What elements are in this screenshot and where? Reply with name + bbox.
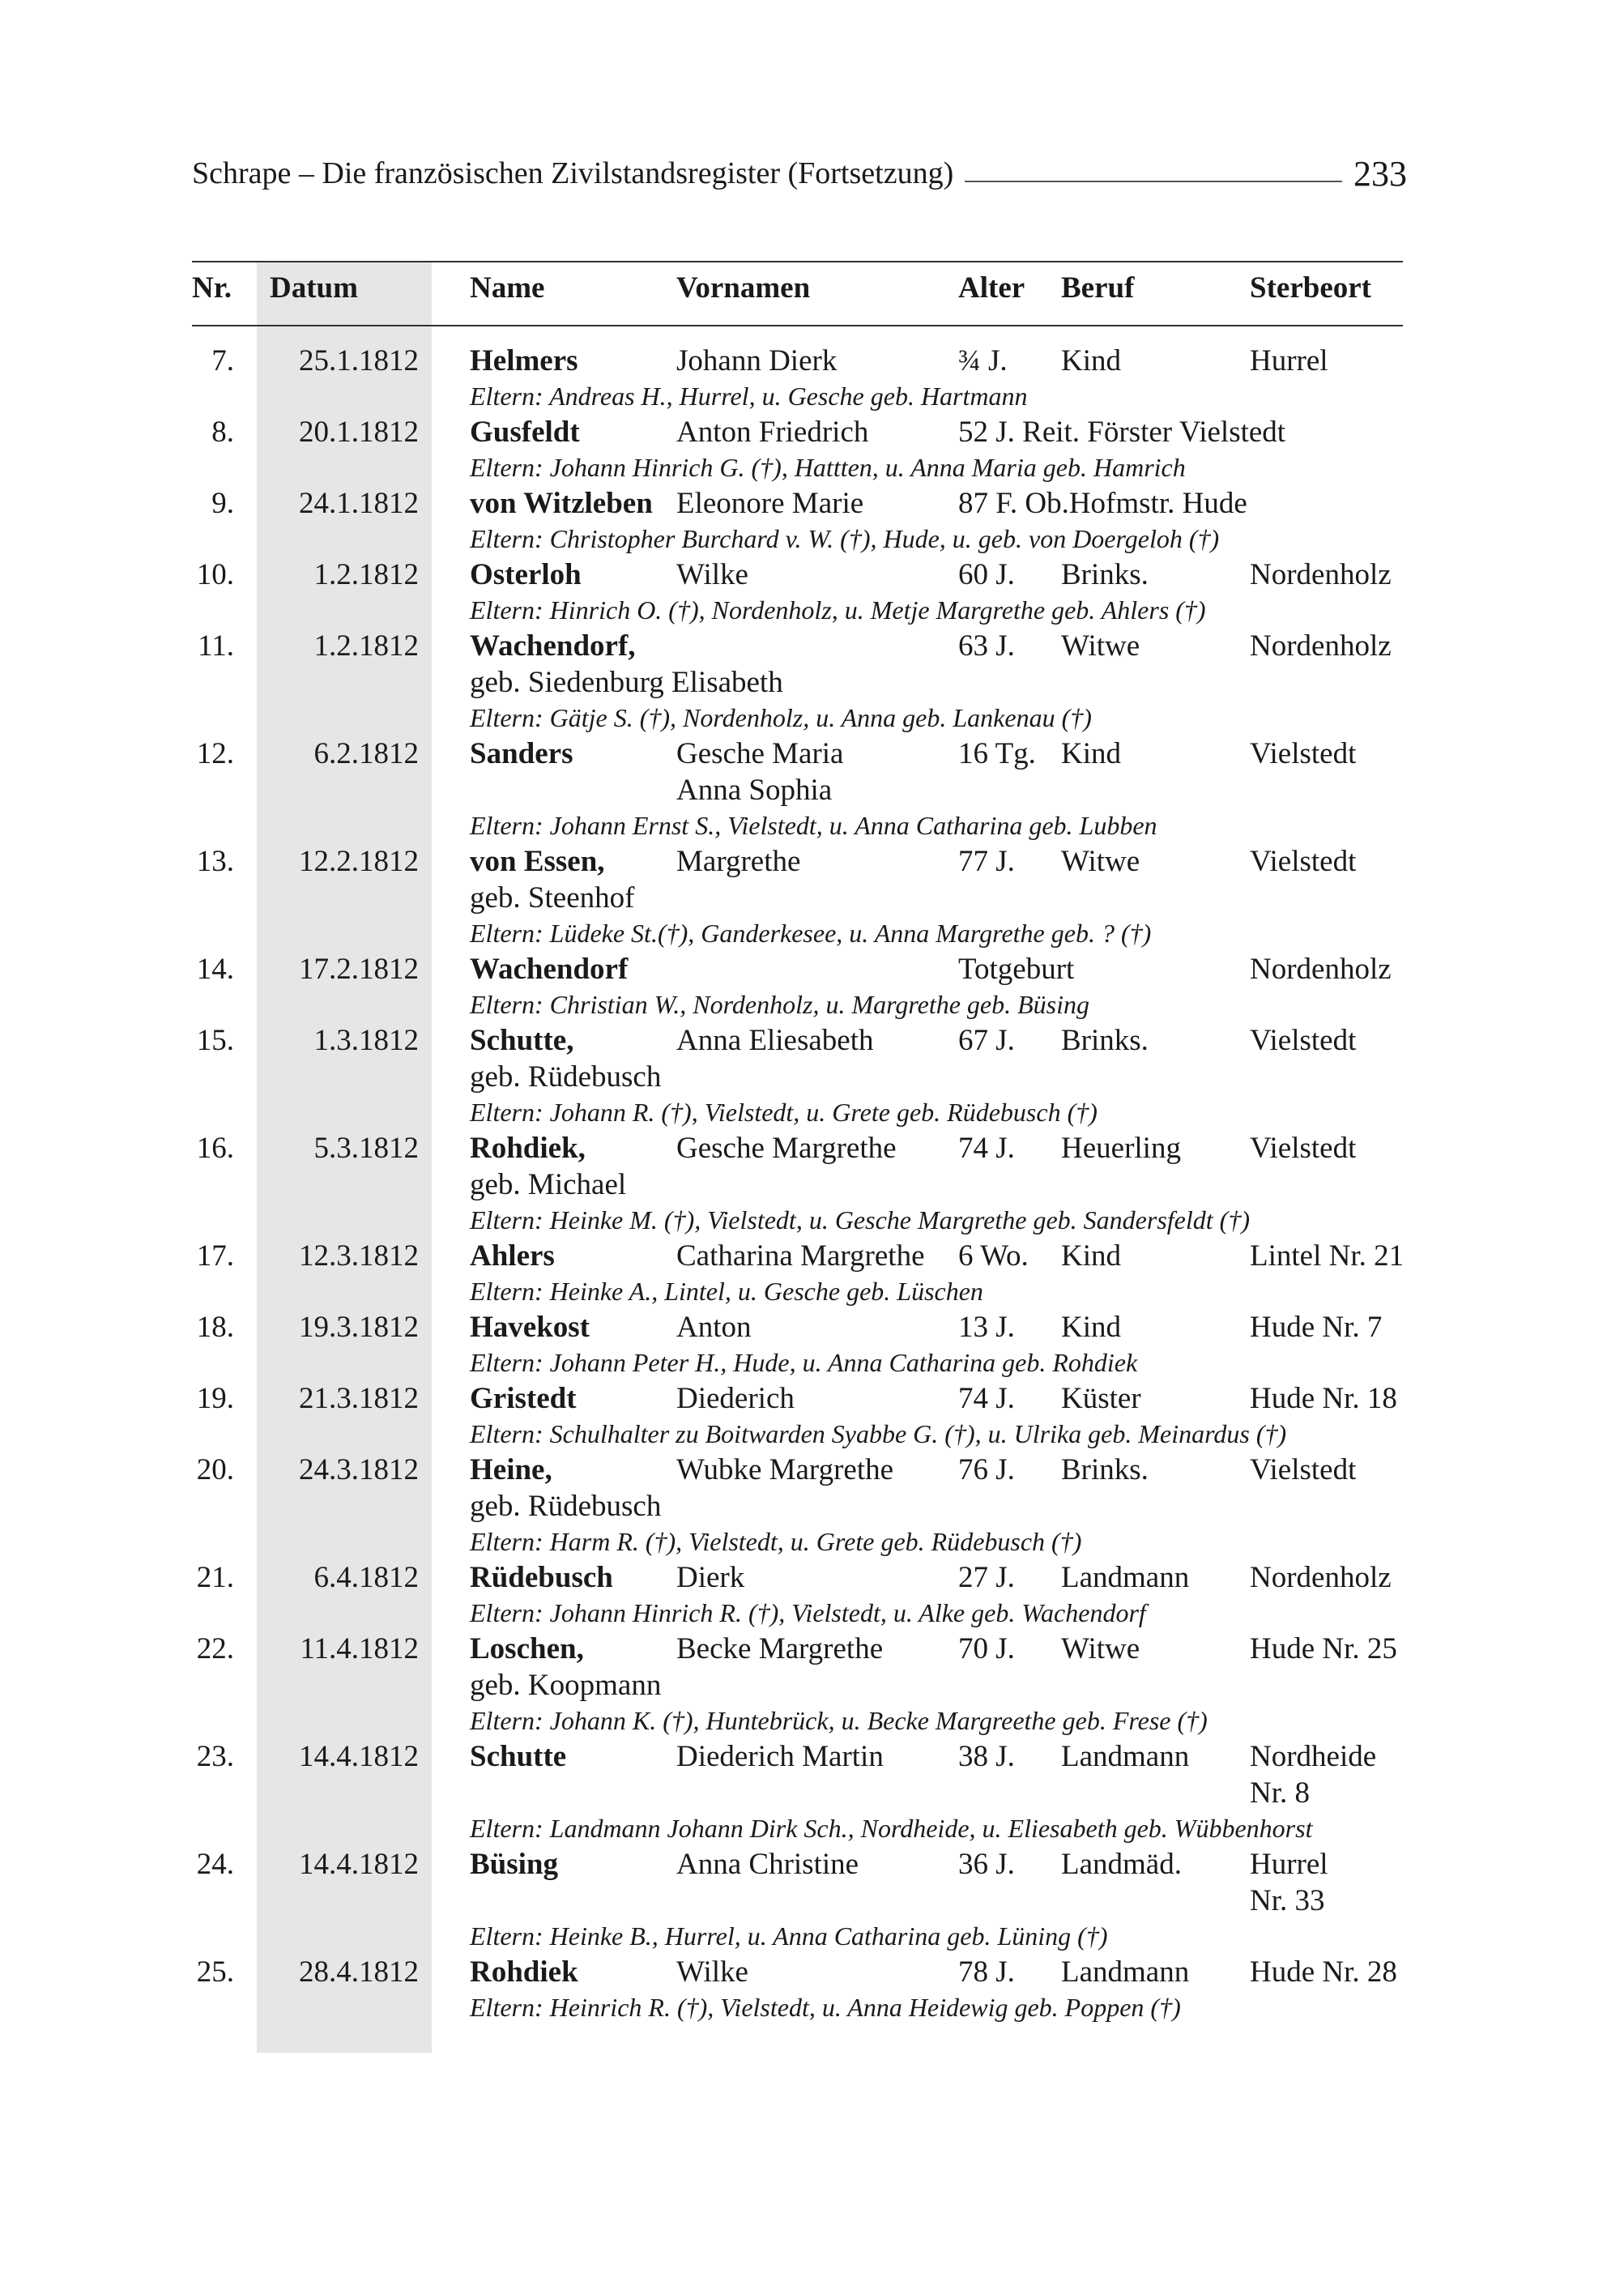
- row-alter: 60 J.: [958, 558, 1015, 591]
- row-number: 20.: [196, 1453, 234, 1486]
- col-header-beruf: Beruf: [1061, 271, 1135, 305]
- row-date: 17.2.1812: [299, 953, 419, 986]
- row-date: 11.4.1812: [300, 1632, 419, 1665]
- page-number: 233: [1353, 153, 1407, 194]
- row-beruf: Landmann: [1061, 1955, 1190, 1989]
- row-alter: 36 J.: [958, 1848, 1015, 1881]
- row-name: Loschen,: [470, 1632, 584, 1665]
- row-vornamen: Anton Friedrich: [676, 416, 869, 449]
- row-alter: 87 F. Ob.Hofmstr. Hude: [958, 487, 1247, 520]
- row-name: Rohdiek,: [470, 1132, 586, 1165]
- row-date: 1.2.1812: [313, 558, 419, 591]
- table-row: [0, 1631, 1624, 1738]
- row-vornamen: Diederich Martin: [676, 1740, 884, 1773]
- table-row: [0, 1130, 1624, 1238]
- row-number: 22.: [196, 1632, 234, 1665]
- row-eltern: Eltern: Heinke A., Lintel, u. Gesche geb. Lüschen: [470, 1277, 983, 1306]
- col-header-datum: Datum: [270, 271, 358, 305]
- row-vornamen: Wilke: [676, 1955, 748, 1989]
- row-date: 1.2.1812: [313, 629, 419, 663]
- col-header-sterbeort: Sterbeort: [1250, 271, 1371, 305]
- row-sterbeort-continued: Nr. 33: [1250, 1884, 1325, 1917]
- row-sterbeort: Vielstedt: [1250, 845, 1357, 878]
- row-alter: Totgeburt: [958, 953, 1075, 986]
- row-sterbeort: Hude Nr. 25: [1250, 1632, 1397, 1665]
- row-vornamen: Anton: [676, 1311, 752, 1344]
- table-row: [0, 1452, 1624, 1559]
- row-vornamen: Diederich: [676, 1382, 795, 1415]
- row-number: 21.: [196, 1561, 234, 1594]
- table-row: [0, 1238, 1624, 1309]
- row-sterbeort: Hude Nr. 28: [1250, 1955, 1397, 1989]
- row-name: Wachendorf,: [470, 629, 636, 663]
- row-alter: 67 J.: [958, 1024, 1015, 1057]
- row-eltern: Eltern: Johann R. (†), Vielstedt, u. Grete geb. Rüdebusch (†): [470, 1098, 1098, 1127]
- table-row: [0, 1846, 1624, 1954]
- row-name: Schutte,: [470, 1024, 574, 1057]
- row-number: 25.: [196, 1955, 234, 1989]
- row-beruf: Brinks.: [1061, 558, 1149, 591]
- row-date: 12.3.1812: [299, 1239, 419, 1273]
- row-beruf: Witwe: [1061, 1632, 1140, 1665]
- row-eltern: Eltern: Landmann Johann Dirk Sch., Nordheide, u. Eliesabeth geb. Wübbenhorst: [470, 1814, 1313, 1843]
- row-sterbeort: Vielstedt: [1250, 1024, 1357, 1057]
- row-name: Helmers: [470, 344, 578, 377]
- row-name-birthname: geb. Michael: [470, 1168, 627, 1201]
- row-beruf: Heuerling: [1061, 1132, 1181, 1165]
- row-eltern: Eltern: Johann Ernst S., Vielstedt, u. Anna Catharina geb. Lubben: [470, 811, 1157, 840]
- col-header-nr: Nr.: [192, 271, 232, 305]
- row-number: 11.: [198, 629, 234, 663]
- row-alter: 13 J.: [958, 1311, 1015, 1344]
- row-alter: 27 J.: [958, 1561, 1015, 1594]
- row-name: Sanders: [470, 737, 573, 770]
- row-name-birthname: geb. Rüdebusch: [470, 1490, 662, 1523]
- row-name: Schutte: [470, 1740, 567, 1773]
- table-row: [0, 343, 1624, 414]
- row-sterbeort: Vielstedt: [1250, 1453, 1357, 1486]
- row-beruf: Brinks.: [1061, 1453, 1149, 1486]
- row-date: 24.3.1812: [299, 1453, 419, 1486]
- row-sterbeort: Hurrel: [1250, 344, 1328, 377]
- col-header-name: Name: [470, 271, 545, 305]
- row-beruf: Kind: [1061, 344, 1121, 377]
- row-eltern: Eltern: Johann Hinrich R. (†), Vielstedt, u. Alke geb. Wachendorf: [470, 1598, 1146, 1627]
- row-eltern: Eltern: Andreas H., Hurrel, u. Gesche geb. Hartmann: [470, 382, 1028, 411]
- row-alter: 63 J.: [958, 629, 1015, 663]
- row-name: Osterloh: [470, 558, 582, 591]
- row-number: 7.: [211, 344, 234, 377]
- row-vornamen: Gesche Margrethe: [676, 1132, 897, 1165]
- row-eltern: Eltern: Heinke M. (†), Vielstedt, u. Gesche Margrethe geb. Sandersfeldt (†): [470, 1205, 1250, 1235]
- row-eltern: Eltern: Christian W., Nordenholz, u. Margrethe geb. Büsing: [470, 990, 1090, 1019]
- row-vornamen-continued: Anna Sophia: [676, 774, 833, 807]
- running-head-title: Schrape – Die französischen Zivilstandsregister (Fortsetzung): [192, 156, 954, 190]
- row-beruf: Kind: [1061, 1311, 1121, 1344]
- row-beruf: Witwe: [1061, 845, 1140, 878]
- row-date: 6.4.1812: [313, 1561, 419, 1594]
- row-sterbeort-continued: Nr. 8: [1250, 1776, 1310, 1810]
- row-name-birthname: geb. Rüdebusch: [470, 1060, 662, 1094]
- row-date: 12.2.1812: [299, 845, 419, 878]
- row-name: Rüdebusch: [470, 1561, 613, 1594]
- row-name: Ahlers: [470, 1239, 555, 1273]
- row-alter: 77 J.: [958, 845, 1015, 878]
- row-beruf: Landmann: [1061, 1740, 1190, 1773]
- row-sterbeort: Nordenholz: [1250, 558, 1392, 591]
- running-head: [192, 149, 1407, 198]
- row-beruf: Kind: [1061, 737, 1121, 770]
- row-sterbeort: Hude Nr. 7: [1250, 1311, 1383, 1344]
- table-row: [0, 1309, 1624, 1380]
- row-name: von Witzleben: [470, 487, 653, 520]
- row-eltern: Eltern: Hinrich O. (†), Nordenholz, u. Metje Margrethe geb. Ahlers (†): [470, 595, 1206, 625]
- row-name: Wachendorf: [470, 953, 629, 986]
- table-row: [0, 1559, 1624, 1631]
- row-number: 9.: [211, 487, 234, 520]
- row-name-birthname: geb. Steenhof: [470, 881, 635, 915]
- row-vornamen: Gesche Maria: [676, 737, 844, 770]
- row-vornamen: Dierk: [676, 1561, 745, 1594]
- row-date: 6.2.1812: [313, 737, 419, 770]
- row-date: 25.1.1812: [299, 344, 419, 377]
- table-row: [0, 736, 1624, 843]
- table-row: [0, 843, 1624, 951]
- row-name: von Essen,: [470, 845, 605, 878]
- row-name: Rohdiek: [470, 1955, 578, 1989]
- row-alter: 74 J.: [958, 1382, 1015, 1415]
- table-top-rule: [192, 261, 1403, 262]
- row-eltern: Eltern: Christopher Burchard v. W. (†), Hude, u. geb. von Doergeloh (†): [470, 524, 1220, 553]
- row-eltern: Eltern: Johann Peter H., Hude, u. Anna Catharina geb. Rohdiek: [470, 1348, 1138, 1377]
- row-alter: 70 J.: [958, 1632, 1015, 1665]
- row-sterbeort: Nordenholz: [1250, 1561, 1392, 1594]
- row-eltern: Eltern: Johann Hinrich G. (†), Hattten, u. Anna Maria geb. Hamrich: [470, 453, 1186, 482]
- row-beruf: Landmäd.: [1061, 1848, 1182, 1881]
- row-alter: ¾ J.: [958, 344, 1008, 377]
- row-beruf: Brinks.: [1061, 1024, 1149, 1057]
- row-alter: 6 Wo.: [958, 1239, 1029, 1273]
- row-number: 18.: [196, 1311, 234, 1344]
- row-alter: 76 J.: [958, 1453, 1015, 1486]
- table-row: [0, 951, 1624, 1022]
- row-number: 14.: [196, 953, 234, 986]
- row-beruf: Küster: [1061, 1382, 1141, 1415]
- row-vornamen: Anna Christine: [676, 1848, 859, 1881]
- row-sterbeort: Vielstedt: [1250, 1132, 1357, 1165]
- row-number: 10.: [196, 558, 234, 591]
- row-name: Gusfeldt: [470, 416, 580, 449]
- row-alter: 78 J.: [958, 1955, 1015, 1989]
- register-table-body: [0, 343, 1624, 2025]
- row-beruf: Kind: [1061, 1239, 1121, 1273]
- row-vornamen: Anna Eliesabeth: [676, 1024, 874, 1057]
- row-number: 15.: [196, 1024, 234, 1057]
- row-eltern: Eltern: Johann K. (†), Huntebrück, u. Becke Margreethe geb. Frese (†): [470, 1706, 1208, 1735]
- row-number: 8.: [211, 416, 234, 449]
- row-sterbeort: Vielstedt: [1250, 737, 1357, 770]
- row-number: 23.: [196, 1740, 234, 1773]
- row-eltern: Eltern: Lüdeke St.(†), Ganderkesee, u. Anna Margrethe geb. ? (†): [470, 919, 1152, 948]
- row-date: 5.3.1812: [313, 1132, 419, 1165]
- table-row: [0, 557, 1624, 628]
- table-header-rule: [192, 325, 1403, 326]
- row-vornamen: Catharina Margrethe: [676, 1239, 925, 1273]
- row-vornamen: Wubke Margrethe: [676, 1453, 894, 1486]
- row-sterbeort: Hurrel: [1250, 1848, 1328, 1881]
- row-eltern: Eltern: Heinke B., Hurrel, u. Anna Catharina geb. Lüning (†): [470, 1921, 1108, 1951]
- row-eltern: Eltern: Harm R. (†), Vielstedt, u. Grete geb. Rüdebusch (†): [470, 1527, 1082, 1556]
- row-beruf: Witwe: [1061, 629, 1140, 663]
- row-alter: 16 Tg.: [958, 737, 1036, 770]
- row-vornamen: Johann Dierk: [676, 344, 838, 377]
- row-sterbeort: Nordenholz: [1250, 629, 1392, 663]
- row-number: 12.: [196, 737, 234, 770]
- table-row: [0, 1022, 1624, 1130]
- row-date: 20.1.1812: [299, 416, 419, 449]
- row-beruf: Landmann: [1061, 1561, 1190, 1594]
- row-sterbeort: Nordenholz: [1250, 953, 1392, 986]
- table-row: [0, 628, 1624, 736]
- row-vornamen: Margrethe: [676, 845, 801, 878]
- row-name: Heine,: [470, 1453, 552, 1486]
- row-sterbeort: Nordheide: [1250, 1740, 1377, 1773]
- row-date: 14.4.1812: [299, 1740, 419, 1773]
- row-vornamen: Eleonore Marie: [676, 487, 864, 520]
- row-vornamen: Wilke: [676, 558, 748, 591]
- row-eltern: Eltern: Gätje S. (†), Nordenholz, u. Anna geb. Lankenau (†): [470, 703, 1092, 732]
- row-number: 19.: [196, 1382, 234, 1415]
- row-eltern: Eltern: Schulhalter zu Boitwarden Syabbe G. (†), u. Ulrika geb. Meinardus (†): [470, 1419, 1287, 1448]
- table-row: [0, 485, 1624, 557]
- row-date: 24.1.1812: [299, 487, 419, 520]
- row-name-birthname: geb. Koopmann: [470, 1669, 662, 1702]
- row-alter: 52 J. Reit. Förster Vielstedt: [958, 416, 1286, 449]
- row-date: 28.4.1812: [299, 1955, 419, 1989]
- row-eltern: Eltern: Heinrich R. (†), Vielstedt, u. Anna Heidewig geb. Poppen (†): [470, 1993, 1181, 2022]
- row-number: 17.: [196, 1239, 234, 1273]
- row-number: 16.: [196, 1132, 234, 1165]
- table-row: [0, 414, 1624, 485]
- row-name-birthname: geb. Siedenburg Elisabeth: [470, 666, 783, 699]
- row-date: 1.3.1812: [313, 1024, 419, 1057]
- col-header-alter: Alter: [958, 271, 1025, 305]
- row-sterbeort: Lintel Nr. 21: [1250, 1239, 1404, 1273]
- row-number: 13.: [196, 845, 234, 878]
- row-date: 14.4.1812: [299, 1848, 419, 1881]
- row-date: 19.3.1812: [299, 1311, 419, 1344]
- row-name: Havekost: [470, 1311, 590, 1344]
- table-row: [0, 1380, 1624, 1452]
- row-alter: 38 J.: [958, 1740, 1015, 1773]
- row-name: Büsing: [470, 1848, 559, 1881]
- row-vornamen: Becke Margrethe: [676, 1632, 884, 1665]
- row-sterbeort: Hude Nr. 18: [1250, 1382, 1397, 1415]
- row-date: 21.3.1812: [299, 1382, 419, 1415]
- running-head-rule: [965, 181, 1342, 182]
- col-header-vornamen: Vornamen: [676, 271, 811, 305]
- table-row: [0, 1738, 1624, 1846]
- row-name: Gristedt: [470, 1382, 577, 1415]
- table-row: [0, 1954, 1624, 2025]
- row-alter: 74 J.: [958, 1132, 1015, 1165]
- row-number: 24.: [196, 1848, 234, 1881]
